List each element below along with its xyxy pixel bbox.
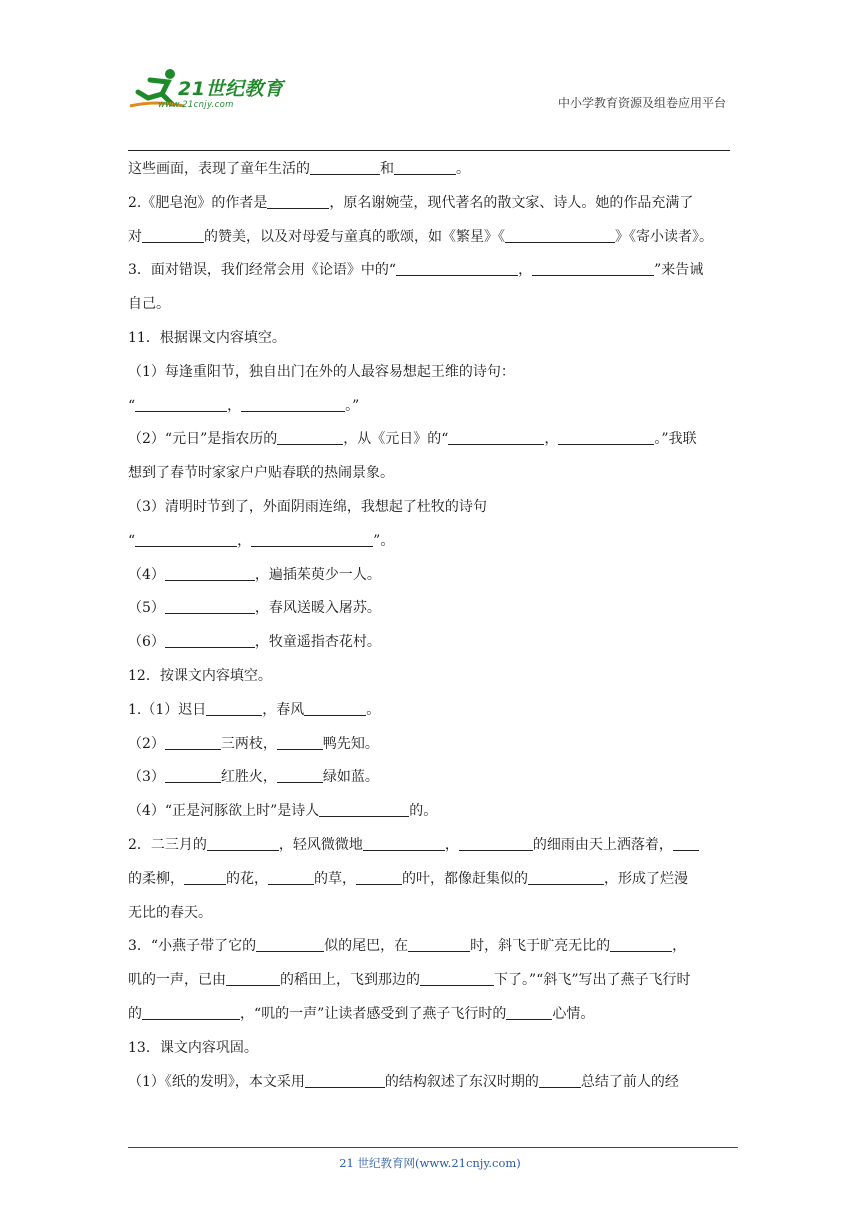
text-line	[128, 356, 730, 390]
line-text: ，遍插茱萸少一人。	[254, 566, 381, 583]
answer-blank[interactable]	[207, 836, 279, 851]
answer-blank[interactable]	[256, 937, 324, 952]
line-text: 的草，	[314, 870, 356, 887]
text-line	[128, 525, 730, 559]
answer-blank[interactable]	[448, 430, 544, 445]
line-text: ，	[444, 836, 459, 853]
line-text: ，	[544, 431, 559, 448]
text-line	[128, 694, 730, 728]
line-text: 绿如蓝。	[322, 769, 379, 786]
line-text: ，春风送暖入屠苏。	[254, 600, 381, 617]
line-text: 似的尾巴，在	[324, 938, 409, 955]
line-text: （6）	[128, 634, 165, 651]
text-line	[128, 964, 730, 998]
answer-blank[interactable]	[304, 701, 366, 716]
answer-blank[interactable]	[505, 228, 615, 243]
text-line	[128, 423, 730, 457]
text-line	[128, 254, 730, 288]
line-text: 。	[456, 161, 470, 177]
line-text: ，从《元日》的“	[343, 431, 449, 448]
line-text: 三两枝，	[220, 735, 277, 752]
text-line	[128, 829, 730, 863]
answer-blank[interactable]	[420, 971, 494, 986]
line-text: ，	[227, 397, 242, 414]
answer-blank[interactable]	[408, 937, 470, 952]
text-line	[128, 998, 730, 1032]
answer-blank[interactable]	[142, 1005, 240, 1020]
answer-blank[interactable]	[165, 735, 221, 750]
header-tagline: 中小学教育资源及组卷应用平台	[557, 96, 726, 110]
text-line	[128, 863, 730, 897]
answer-blank[interactable]	[396, 261, 518, 276]
answer-blank[interactable]	[251, 532, 373, 547]
line-text: 红胜火，	[220, 769, 277, 786]
line-text: （4）	[128, 566, 165, 583]
line-text: ，“叽的一声”让读者感受到了燕子飞行时的	[240, 1005, 507, 1022]
text-line	[128, 761, 730, 795]
line-text: 这些画面，表现了童年生活的	[128, 161, 310, 177]
line-text: （2）	[128, 735, 165, 752]
logo-url: www.21cnjy.com	[158, 100, 234, 110]
line-text: 11．根据课文内容填空。	[128, 329, 286, 346]
text-line	[128, 322, 730, 356]
line-text: “	[128, 397, 136, 414]
line-text: ，	[672, 938, 687, 955]
line-text: 自己。	[128, 296, 170, 313]
answer-blank[interactable]	[142, 228, 204, 243]
line-text: 3．“小燕子带了它的	[128, 938, 257, 955]
line-text: 叽的一声，已由	[128, 972, 226, 989]
answer-blank[interactable]	[206, 701, 262, 716]
answer-blank[interactable]	[532, 261, 654, 276]
answer-blank[interactable]	[277, 735, 323, 750]
answer-blank[interactable]	[277, 430, 343, 445]
text-line	[128, 728, 730, 762]
line-text: “	[128, 532, 136, 549]
answer-blank[interactable]	[528, 870, 604, 885]
line-text: ”来告诫	[654, 262, 704, 279]
text-line	[128, 288, 730, 322]
answer-blank[interactable]	[277, 768, 323, 783]
line-text: 13．课文内容巩固。	[128, 1039, 258, 1056]
line-text: 。	[366, 701, 381, 718]
line-text: 2.《肥皂泡》的作者是	[128, 194, 268, 211]
line-text: 。”	[345, 397, 360, 414]
text-line	[128, 660, 730, 694]
logo-text: 21世纪教育	[178, 78, 284, 100]
line-text: 3．面对错误，我们经常会用《论语》中的“	[128, 262, 397, 279]
line-text: 的柔柳，	[128, 870, 184, 887]
answer-blank[interactable]	[165, 768, 221, 783]
line-text: 心情。	[552, 1005, 595, 1022]
line-text: 1.（1）迟日	[128, 701, 207, 718]
line-text: 和	[380, 161, 394, 177]
line-text: 的叶，都像赶集似的	[402, 870, 528, 887]
line-text: （1）《纸的发明》，本文采用	[128, 1073, 305, 1090]
text-line	[128, 187, 730, 221]
line-text: 。”我联	[654, 431, 697, 448]
line-text: ，春风	[262, 701, 305, 718]
answer-blank[interactable]	[363, 836, 445, 851]
line-text: ，原名谢婉莹，现代著名的散文家、诗人。她的作品充满了	[329, 194, 694, 211]
text-line	[128, 795, 730, 829]
line-text: ”。	[373, 532, 395, 549]
text-line	[128, 626, 730, 660]
answer-blank[interactable]	[539, 1073, 581, 1088]
line-text: 的结构叙述了东汉时期的	[384, 1073, 539, 1090]
line-text: 下了。”“斜飞”写出了燕子飞行时	[494, 972, 691, 989]
text-line	[128, 559, 730, 593]
line-text: ，轻风微微地	[278, 836, 363, 853]
line-text: （4）“正是河豚欲上时”是诗人	[128, 803, 320, 820]
footer-divider	[128, 1147, 738, 1148]
line-text: ，	[518, 262, 533, 279]
text-line	[128, 592, 730, 626]
line-text: 2．二三月的	[128, 836, 207, 853]
line-text: 的	[128, 1005, 142, 1022]
line-text: （2）“元日”是指农历的	[128, 431, 278, 448]
line-text: 12．按课文内容填空。	[128, 667, 272, 684]
text-line	[128, 1032, 730, 1066]
text-line	[128, 491, 730, 525]
line-text: （1）每逢重阳节，独自出门在外的人最容易想起王维的诗句：	[128, 363, 515, 380]
answer-blank[interactable]	[226, 971, 280, 986]
line-text: 总结了前人的经	[580, 1073, 679, 1090]
answer-blank[interactable]	[459, 836, 533, 851]
line-text: 无比的春天。	[128, 904, 212, 921]
line-text: ，形成了烂漫	[604, 870, 688, 887]
line-text: 时，斜飞于旷亮无比的	[470, 938, 611, 955]
answer-blank[interactable]	[165, 633, 255, 648]
answer-blank[interactable]	[506, 1005, 552, 1020]
answer-blank[interactable]	[184, 870, 226, 885]
answer-blank[interactable]	[558, 430, 654, 445]
answer-blank[interactable]	[305, 1073, 385, 1088]
answer-blank[interactable]	[135, 532, 237, 547]
line-text: 的。	[409, 803, 438, 820]
answer-blank[interactable]	[394, 160, 456, 175]
page-header	[128, 66, 730, 118]
answer-blank[interactable]	[135, 397, 227, 412]
text-line	[128, 390, 730, 424]
answer-blank[interactable]	[610, 937, 672, 952]
line-text: 想到了春节时家家户户贴春联的热闹景象。	[128, 465, 394, 482]
answer-blank[interactable]	[673, 836, 699, 851]
line-text: ，	[237, 532, 252, 549]
line-text: （3）	[128, 769, 165, 786]
line-text: 鸭先知。	[322, 735, 379, 752]
answer-blank[interactable]	[356, 870, 402, 885]
text-line	[128, 930, 730, 964]
line-text: 的花，	[226, 870, 268, 887]
text-line	[128, 457, 730, 491]
line-text: （5）	[128, 600, 165, 617]
answer-blank[interactable]	[165, 599, 255, 614]
answer-blank[interactable]	[165, 566, 255, 581]
footer-text: 21 世纪教育网(www.21cnjy.com)	[339, 1156, 521, 1170]
text-line	[128, 1066, 730, 1100]
line-text: 的稻田上，飞到那边的	[280, 972, 420, 989]
answer-blank[interactable]	[267, 194, 329, 209]
line-text: 》《寄小读者》。	[615, 228, 713, 245]
answer-blank[interactable]	[319, 802, 409, 817]
text-line	[128, 221, 730, 255]
site-logo	[128, 66, 298, 118]
worksheet-body	[128, 153, 730, 1099]
line-text: 对	[128, 228, 142, 245]
line-text: 的赞美，以及对母爱与童真的歌颂，如《繁星》《	[204, 228, 505, 245]
line-text: ，牧童遥指杏花村。	[254, 634, 381, 651]
header-divider	[128, 150, 730, 151]
line-text: （3）清明时节到了，外面阴雨连绵，我想起了杜牧的诗句	[128, 498, 487, 515]
text-line	[128, 897, 730, 931]
answer-blank[interactable]	[310, 160, 380, 175]
answer-blank[interactable]	[268, 870, 314, 885]
text-line	[128, 153, 730, 187]
line-text: 的细雨由天上洒落着，	[532, 836, 673, 853]
answer-blank[interactable]	[241, 397, 345, 412]
